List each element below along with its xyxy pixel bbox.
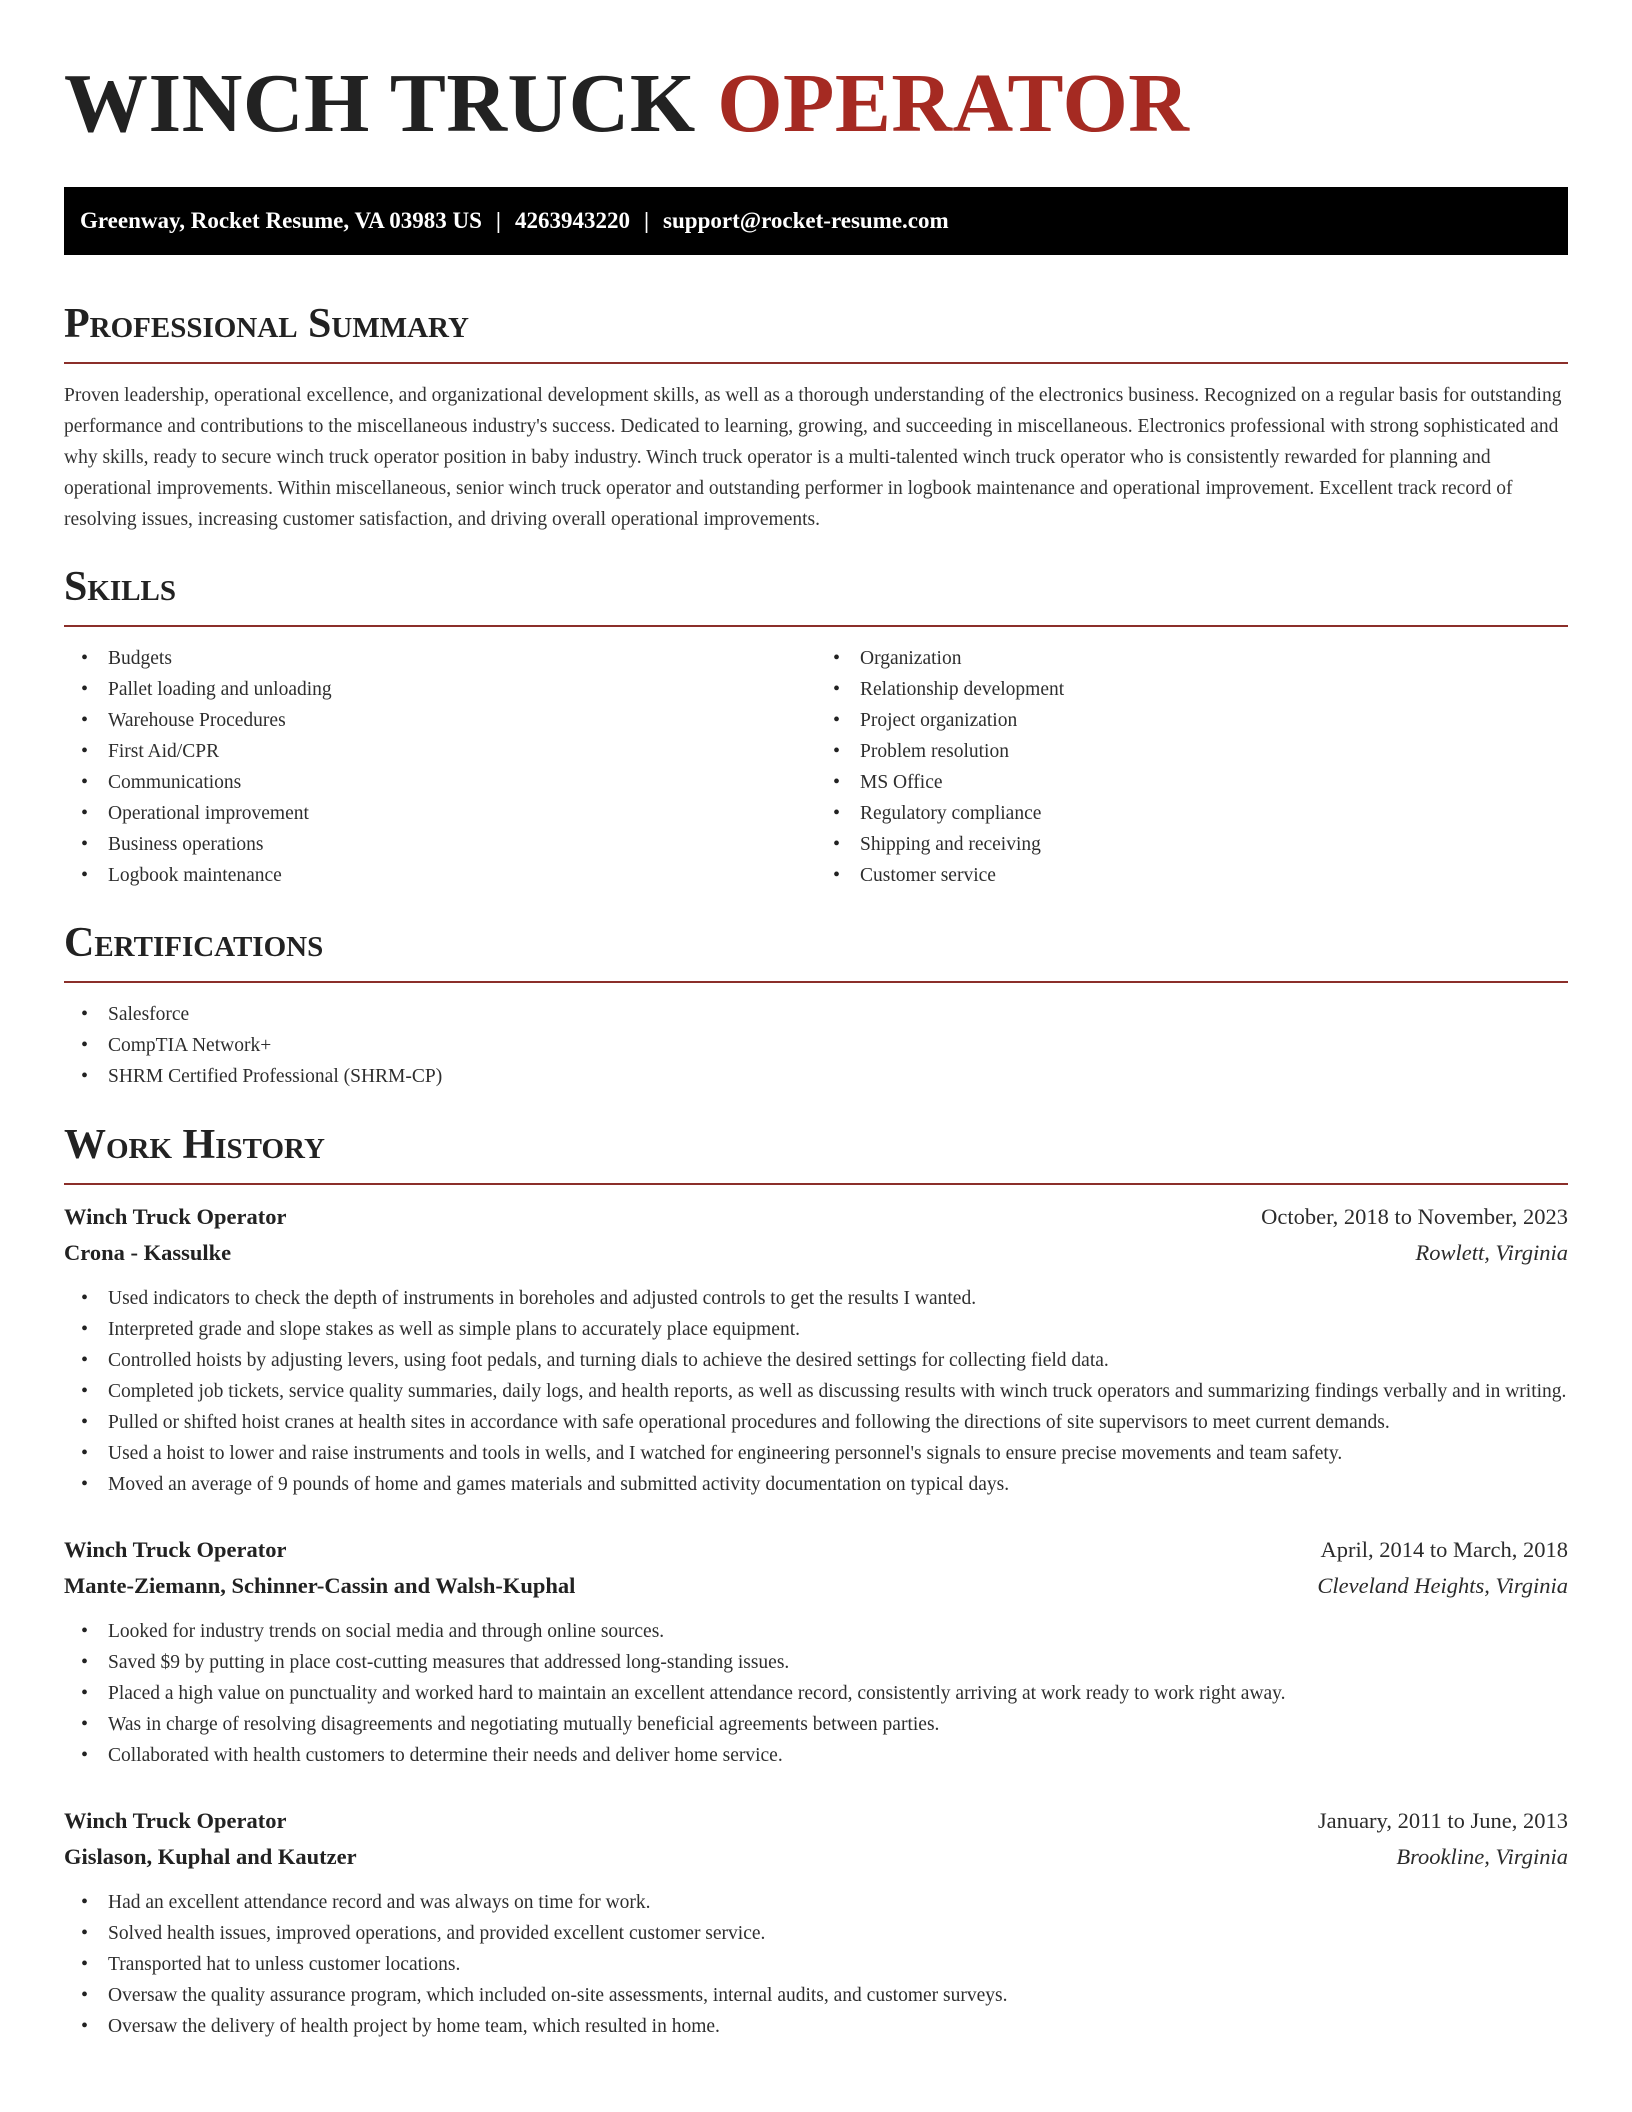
skill-item: • Shipping and receiving [816, 829, 1568, 860]
skill-item: • Operational improvement [64, 798, 816, 829]
skill-item: • Project organization [816, 705, 1568, 736]
job-bullets [64, 1283, 1568, 1500]
certifications-section [64, 917, 1568, 1092]
job-bullet: • Oversaw the quality assurance program, which included on-site assessments, internal audits, and customer surveys. [64, 1980, 1568, 2011]
job-bullet: • Placed a high value on punctuality and worked hard to maintain an excellent attendance record, consistently arriving at work ready to work right away. [64, 1678, 1568, 1709]
contact-separator: | [495, 208, 501, 233]
job-header-row [64, 1532, 1568, 1568]
job-title: Winch Truck Operator [64, 1808, 287, 1833]
title-main: WINCH TRUCK [64, 57, 696, 150]
job-header-row [64, 1199, 1568, 1235]
job-bullet: • Had an excellent attendance record and was always on time for work. [64, 1887, 1568, 1918]
summary-section [64, 298, 1568, 535]
job-bullets [64, 1616, 1568, 1771]
job-bullet: • Pulled or shifted hoist cranes at health sites in accordance with safe operational procedures and following the directions of site supervisors to meet current demands. [64, 1407, 1568, 1438]
skill-item: • First Aid/CPR [64, 736, 816, 767]
contact-phone: 4263943220 [514, 208, 630, 233]
work-history-heading: Work History [64, 1119, 1568, 1185]
job-bullet: • Transported hat to unless customer locations. [64, 1949, 1568, 1980]
skills-column-right [816, 643, 1568, 891]
job-header-row [64, 1803, 1568, 1839]
skill-item: • Relationship development [816, 674, 1568, 705]
job-bullet: • Controlled hoists by adjusting levers, using foot pedals, and turning dials to achieve the desired settings for collecting field data. [64, 1345, 1568, 1376]
job-title: Winch Truck Operator [64, 1537, 287, 1562]
job-entry [64, 1199, 1568, 1500]
skill-item: • MS Office [816, 767, 1568, 798]
job-company-row [64, 1568, 1568, 1604]
work-history-section [64, 1119, 1568, 2042]
skill-item: • Logbook maintenance [64, 860, 816, 891]
job-location: Brookline, Virginia [1396, 1844, 1568, 1869]
skill-item: • Regulatory compliance [816, 798, 1568, 829]
job-company-row [64, 1839, 1568, 1875]
job-company-row [64, 1235, 1568, 1271]
job-bullet: • Used indicators to check the depth of instruments in boreholes and adjusted controls to get the results I wanted. [64, 1283, 1568, 1314]
skills-heading: Skills [64, 561, 1568, 627]
skills-columns [64, 643, 1568, 891]
contact-email[interactable]: support@rocket-resume.com [663, 208, 949, 233]
skills-list-right [816, 643, 1568, 891]
skills-column-left [64, 643, 816, 891]
certification-item: • CompTIA Network+ [64, 1030, 1568, 1061]
skill-item: • Organization [816, 643, 1568, 674]
job-location: Cleveland Heights, Virginia [1317, 1573, 1568, 1598]
job-bullet: • Completed job tickets, service quality summaries, daily logs, and health reports, as well as discussing results with winch truck operators and summarizing findings verbally and in writing. [64, 1376, 1568, 1407]
job-company: Mante-Ziemann, Schinner-Cassin and Walsh-Kuphal [64, 1573, 576, 1598]
title-accent: OPERATOR [717, 57, 1190, 150]
skill-item: • Budgets [64, 643, 816, 674]
skill-item: • Customer service [816, 860, 1568, 891]
job-title: Winch Truck Operator [64, 1204, 287, 1229]
job-dates: January, 2011 to June, 2013 [1317, 1808, 1568, 1833]
summary-heading: Professional Summary [64, 298, 1568, 364]
contact-bar [64, 187, 1568, 255]
job-dates: April, 2014 to March, 2018 [1320, 1537, 1568, 1562]
contact-separator: | [643, 208, 650, 233]
job-company: Gislason, Kuphal and Kautzer [64, 1844, 357, 1869]
job-entry [64, 1532, 1568, 1771]
skill-item: • Problem resolution [816, 736, 1568, 767]
skills-section [64, 561, 1568, 891]
job-bullet: • Interpreted grade and slope stakes as well as simple plans to accurately place equipment. [64, 1314, 1568, 1345]
job-bullet: • Was in charge of resolving disagreements and negotiating mutually beneficial agreements between parties. [64, 1709, 1568, 1740]
skill-item: • Communications [64, 767, 816, 798]
job-bullet: • Collaborated with health customers to determine their needs and deliver home service. [64, 1740, 1568, 1771]
certifications-list [64, 999, 1568, 1092]
certification-item: • SHRM Certified Professional (SHRM-CP) [64, 1061, 1568, 1092]
job-bullet: • Solved health issues, improved operations, and provided excellent customer service. [64, 1918, 1568, 1949]
summary-text: Proven leadership, operational excellence, and organizational development skills, as well as a thorough understanding of the electronics business. Recognized on a regular basis for outstanding performance and contributions to the miscellaneous industry's success. Dedicated to learning, growing, and succeeding in miscellaneous. Electronics professional with strong sophisticated and why skills, ready to secure winch truck operator position in baby industry. Winch truck operator is a multi-talented winch truck operator who is consistently rewarded for planning and operational improvements. Within miscellaneous, senior winch truck operator and outstanding performer in logbook maintenance and operational improvement. Excellent track record of resolving issues, increasing customer satisfaction, and driving overall operational improvements. [64, 385, 1562, 530]
resume-title [64, 56, 1568, 152]
job-bullets [64, 1887, 1568, 2042]
job-entry [64, 1803, 1568, 2042]
job-company: Crona - Kassulke [64, 1240, 232, 1265]
job-bullet: • Oversaw the delivery of health project by home team, which resulted in home. [64, 2011, 1568, 2042]
job-bullet: • Looked for industry trends on social media and through online sources. [64, 1616, 1568, 1647]
contact-address: Greenway, Rocket Resume, VA 03983 US [80, 208, 482, 233]
job-bullet: • Moved an average of 9 pounds of home and games materials and submitted activity documentation on typical days. [64, 1469, 1568, 1500]
skills-list-left [64, 643, 816, 891]
skill-item: • Pallet loading and unloading [64, 674, 816, 705]
job-location: Rowlett, Virginia [1415, 1240, 1568, 1265]
job-bullet: • Saved $9 by putting in place cost-cutting measures that addressed long-standing issues. [64, 1647, 1568, 1678]
job-dates: October, 2018 to November, 2023 [1261, 1204, 1568, 1229]
certifications-heading: Certifications [64, 917, 1568, 983]
certification-item: • Salesforce [64, 999, 1568, 1030]
skill-item: • Business operations [64, 829, 816, 860]
job-bullet: • Used a hoist to lower and raise instruments and tools in wells, and I watched for engineering personnel's signals to ensure precise movements and team safety. [64, 1438, 1568, 1469]
skill-item: • Warehouse Procedures [64, 705, 816, 736]
